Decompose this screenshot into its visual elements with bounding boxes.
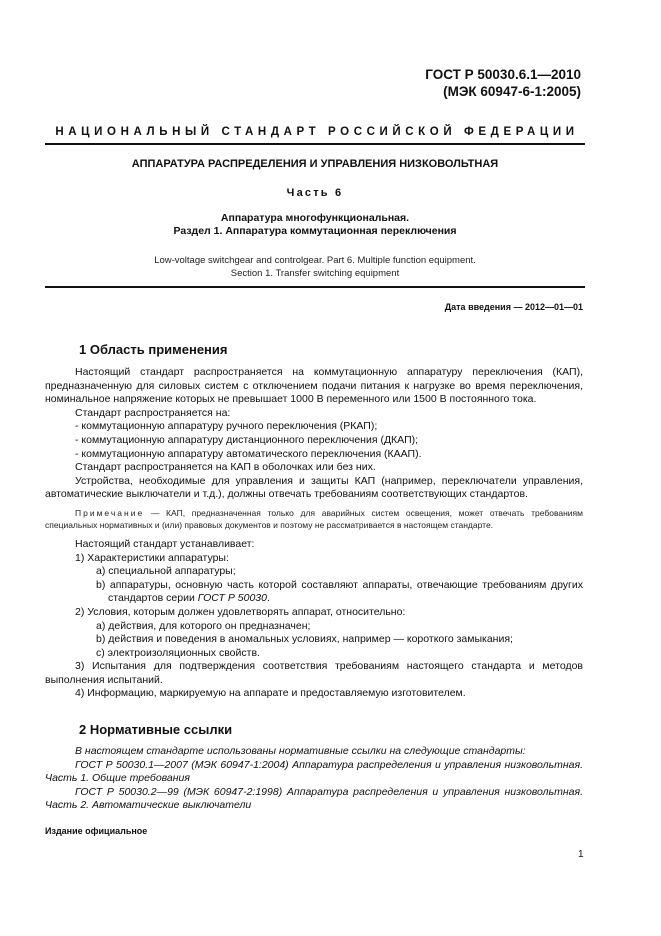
subtitle-line-1: Аппаратура многофункциональная. [220,212,410,224]
numbered-item: 4) Информацию, маркируемую на аппарате и предоставляемую изготовителем. [75,687,466,700]
section-1-heading: 1 Область применения [79,342,228,357]
paragraph: Настоящий стандарт устанавливает: [75,537,255,550]
introduction-date: Дата введения — 2012—01—01 [444,302,583,312]
reference-item: ГОСТ Р 50030.2—99 (МЭК 60947-2:1998) Аппаратура распределения и управления низковольтная. Часть 2. Автоматические выключатели [45,785,583,812]
list-item: - коммутационную аппаратуру автоматического переключения (КААП). [75,447,422,460]
document-title: АППАРАТУРА РАСПРЕДЕЛЕНИЯ И УПРАВЛЕНИЯ НИЗКОВОЛЬТНАЯ [131,158,499,170]
section-1-body [45,366,583,701]
sub-item: a) специальной аппаратуры; [96,565,236,578]
title-divider [45,286,585,288]
edition-label: Издание официальное [45,826,148,836]
document-subtitle [45,212,585,238]
iec-number: (МЭК 60947-6-1:2005) [443,84,581,99]
list-item: - коммутационную аппаратуру ручного переключения (РКАП); [75,420,378,433]
note-label: Примечание [75,507,145,518]
sub-item: b) аппаратуры, основную часть которой составляют аппараты, отвечающие требованиям других стандартов серии ГОСТ Р 50030. [96,578,583,605]
paragraph: Стандарт распространяется на КАП в оболочках или без них. [75,461,376,474]
sub-item: b) действия и поведения в аномальных условиях, например — короткого замыкания; [96,633,513,646]
paragraph: В настоящем стандарте использованы нормативные ссылки на следующие стандарты: [75,745,526,757]
national-standard-banner: НАЦИОНАЛЬНЫЙ СТАНДАРТ РОССИЙСКОЙ ФЕДЕРАЦИИ [55,126,579,138]
standard-number: ГОСТ Р 50030.6.1—2010 [425,67,581,82]
list-item: - коммутационную аппаратуру дистанционного переключения (ДКАП); [75,433,419,446]
english-title-line-2: Section 1. Transfer switching equipment [230,268,400,279]
top-divider [45,143,585,145]
section-2-body [45,745,583,813]
sub-item: a) действия, для которого он предназначен; [96,619,311,632]
page-number: 1 [578,849,584,860]
paragraph: Стандарт распространяется на: [75,406,231,419]
numbered-item: 3) Испытания для подтверждения соответствия требованиям настоящего стандарта и методов выполнения испытаний. [45,660,583,686]
standard-designation [425,66,581,100]
section-2-heading: 2 Нормативные ссылки [79,722,233,737]
paragraph: Устройства, необходимые для управления и защиты КАП (например, переключатели управления, автоматические выключатели и т.д.), должны отвечать требованиям соответствующих стандартов. [45,474,583,501]
sub-item: c) электроизоляционных свойств. [96,646,260,659]
numbered-item: 1) Характеристики аппаратуры: [75,551,229,564]
part-label: Часть 6 [286,187,344,199]
numbered-item: 2) Условия, которым должен удовлетворять аппарат, относительно: [75,605,406,618]
note [45,507,583,531]
reference-item: ГОСТ Р 50030.1—2007 (МЭК 60947-1:2004) Аппаратура распределения и управления низковольтная. Часть 1. Общие требования [45,758,583,785]
subtitle-line-2: Раздел 1. Аппаратура коммутационная переключения [173,225,457,237]
paragraph: Настоящий стандарт распространяется на коммутационную аппаратуру переключения (КАП), предназначенную для силовых систем с отключением подачи питания к нагрузке во время переключения, номинальное напряжение которых не превышает 1000 В переменного или 1500 В постоянного тока. [45,366,583,406]
english-title [45,254,585,280]
note-text: — КАП, предназначенная только для аварийных систем освещения, может отвечать требованиям специальных нормативных и (или) правовых документов и поэтому не рассматривается в настоящем стандарте. [45,507,583,530]
english-title-line-1: Low-voltage switchgear and controlgear. Part 6. Multiple function equipment. [154,255,476,266]
